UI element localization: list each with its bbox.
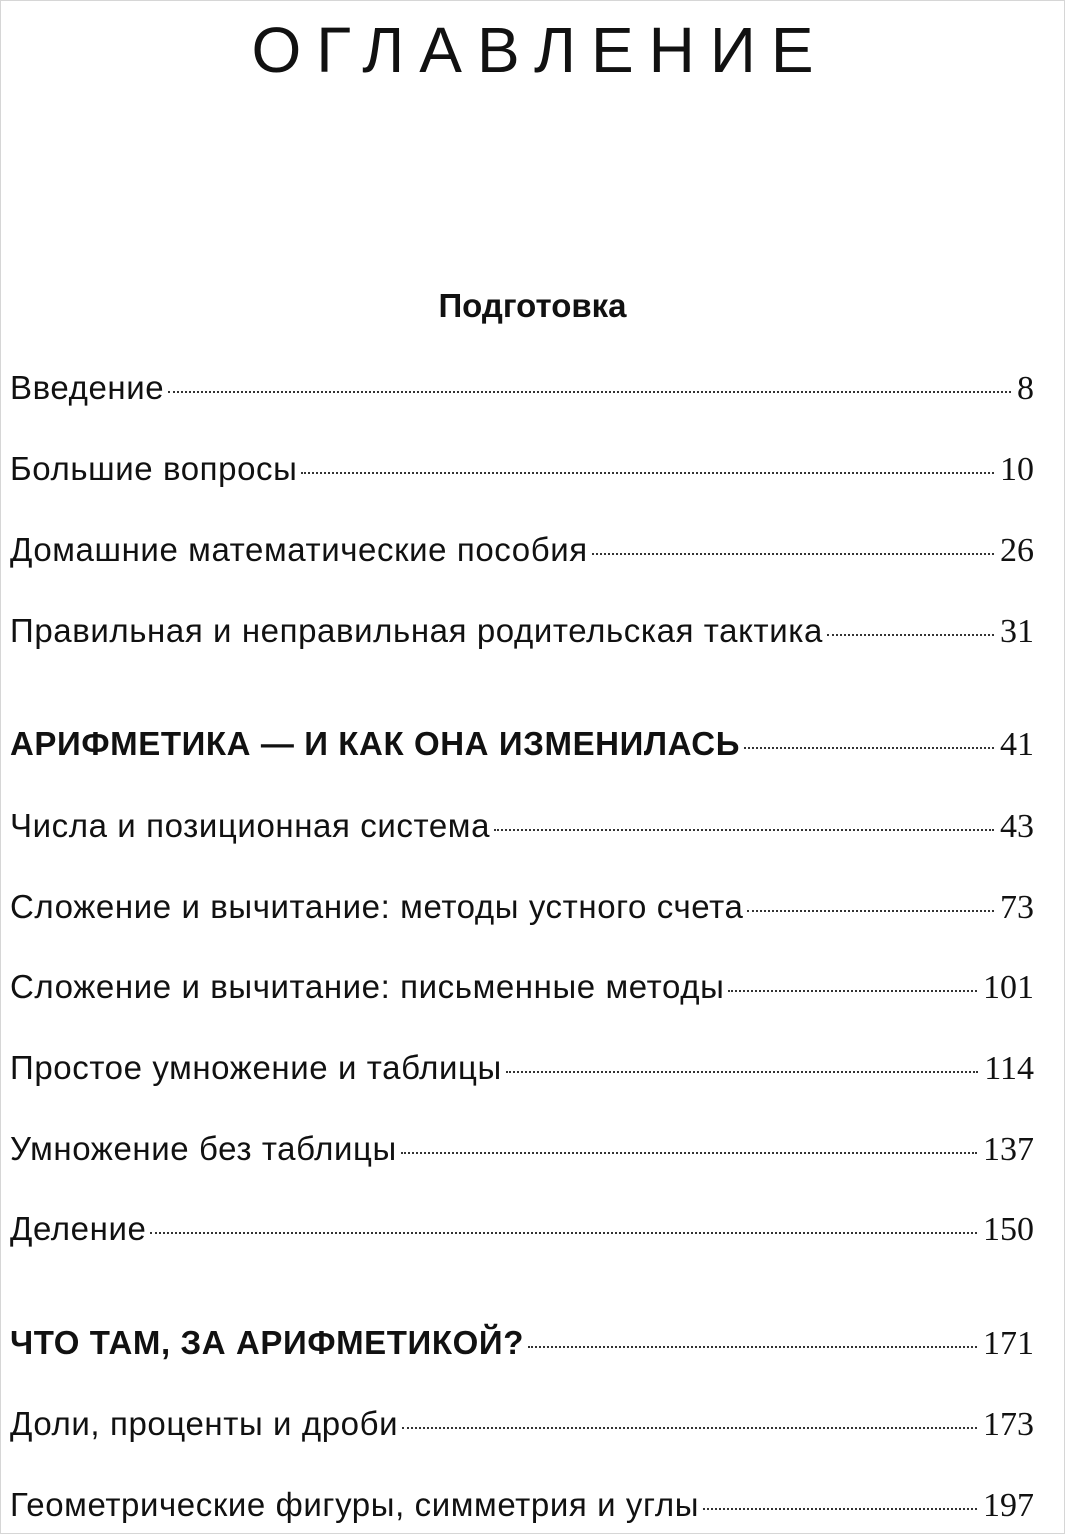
dot-leader bbox=[301, 472, 994, 474]
toc-entry-page: 41 bbox=[1000, 726, 1034, 763]
toc-entry-page: 137 bbox=[983, 1131, 1034, 1168]
toc-entry-label: Деление bbox=[10, 1210, 147, 1247]
dot-leader bbox=[528, 1346, 977, 1348]
toc-entry[interactable] bbox=[10, 609, 1034, 653]
dot-leader bbox=[494, 829, 994, 831]
toc-entry-label: Домашние математические пособия bbox=[10, 531, 588, 568]
page-title: ОГЛАВЛЕНИЕ bbox=[251, 14, 829, 86]
toc-entry-page: 8 bbox=[1017, 370, 1034, 407]
dot-leader bbox=[728, 990, 977, 992]
toc-entry-page: 197 bbox=[983, 1487, 1034, 1524]
toc-entry-page: 101 bbox=[983, 969, 1034, 1006]
toc-entry[interactable] bbox=[10, 1127, 1034, 1171]
toc-part-entry[interactable] bbox=[10, 722, 1034, 766]
dot-leader bbox=[744, 747, 994, 749]
toc-entry-label: Большие вопросы bbox=[10, 450, 298, 487]
toc-entry-label: Правильная и неправильная родительская тактика bbox=[10, 612, 823, 649]
toc-entry[interactable] bbox=[10, 528, 1034, 572]
toc-part-label: ЧТО ТАМ, ЗА АРИФМЕТИКОЙ? bbox=[10, 1324, 524, 1361]
dot-leader bbox=[703, 1508, 977, 1510]
toc-entry[interactable] bbox=[10, 1046, 1034, 1090]
dot-leader bbox=[592, 553, 994, 555]
toc-entry-page: 171 bbox=[983, 1325, 1034, 1362]
dot-leader bbox=[827, 634, 994, 636]
toc-entry-label: Сложение и вычитание: письменные методы bbox=[10, 968, 725, 1005]
toc-entry-label: Умножение без таблицы bbox=[10, 1130, 397, 1167]
toc-entry-page: 173 bbox=[983, 1406, 1034, 1443]
toc-part-entry[interactable] bbox=[10, 1321, 1034, 1365]
dot-leader bbox=[402, 1427, 977, 1429]
toc-entry-page: 26 bbox=[1000, 532, 1034, 569]
dot-leader bbox=[506, 1071, 978, 1073]
dot-leader bbox=[747, 910, 994, 912]
toc-entry-page: 114 bbox=[984, 1050, 1034, 1087]
toc-entry[interactable] bbox=[10, 447, 1034, 491]
toc-entry-page: 43 bbox=[1000, 808, 1034, 845]
toc-entry-label: Доли, проценты и дроби bbox=[10, 1405, 399, 1442]
dot-leader bbox=[168, 391, 1011, 393]
toc-entry[interactable] bbox=[10, 1207, 1034, 1251]
toc-entry[interactable] bbox=[10, 885, 1034, 929]
toc-entry[interactable] bbox=[10, 1402, 1034, 1446]
toc-entry-page: 10 bbox=[1000, 451, 1034, 488]
toc-entry[interactable] bbox=[10, 1483, 1034, 1527]
toc-entry[interactable] bbox=[10, 804, 1034, 848]
toc-entry-label: Геометрические фигуры, симметрия и углы bbox=[10, 1486, 700, 1523]
dot-leader bbox=[401, 1152, 977, 1154]
toc-entry-page: 73 bbox=[1000, 889, 1034, 926]
toc-entry-page: 31 bbox=[1000, 613, 1034, 650]
toc-part-label: АРИФМЕТИКА — И КАК ОНА ИЗМЕНИЛАСЬ bbox=[10, 725, 741, 762]
toc-entry-label: Введение bbox=[10, 369, 165, 406]
toc-entry-label: Сложение и вычитание: методы устного счета bbox=[10, 888, 744, 925]
toc-entry[interactable] bbox=[10, 366, 1034, 410]
toc-entry-label: Простое умножение и таблицы bbox=[10, 1049, 502, 1086]
toc-entry-label: Числа и позиционная система bbox=[10, 807, 491, 844]
toc-entry[interactable] bbox=[10, 965, 1034, 1009]
dot-leader bbox=[150, 1232, 977, 1234]
section-heading: Подготовка bbox=[438, 287, 627, 324]
toc-entry-page: 150 bbox=[983, 1211, 1034, 1248]
